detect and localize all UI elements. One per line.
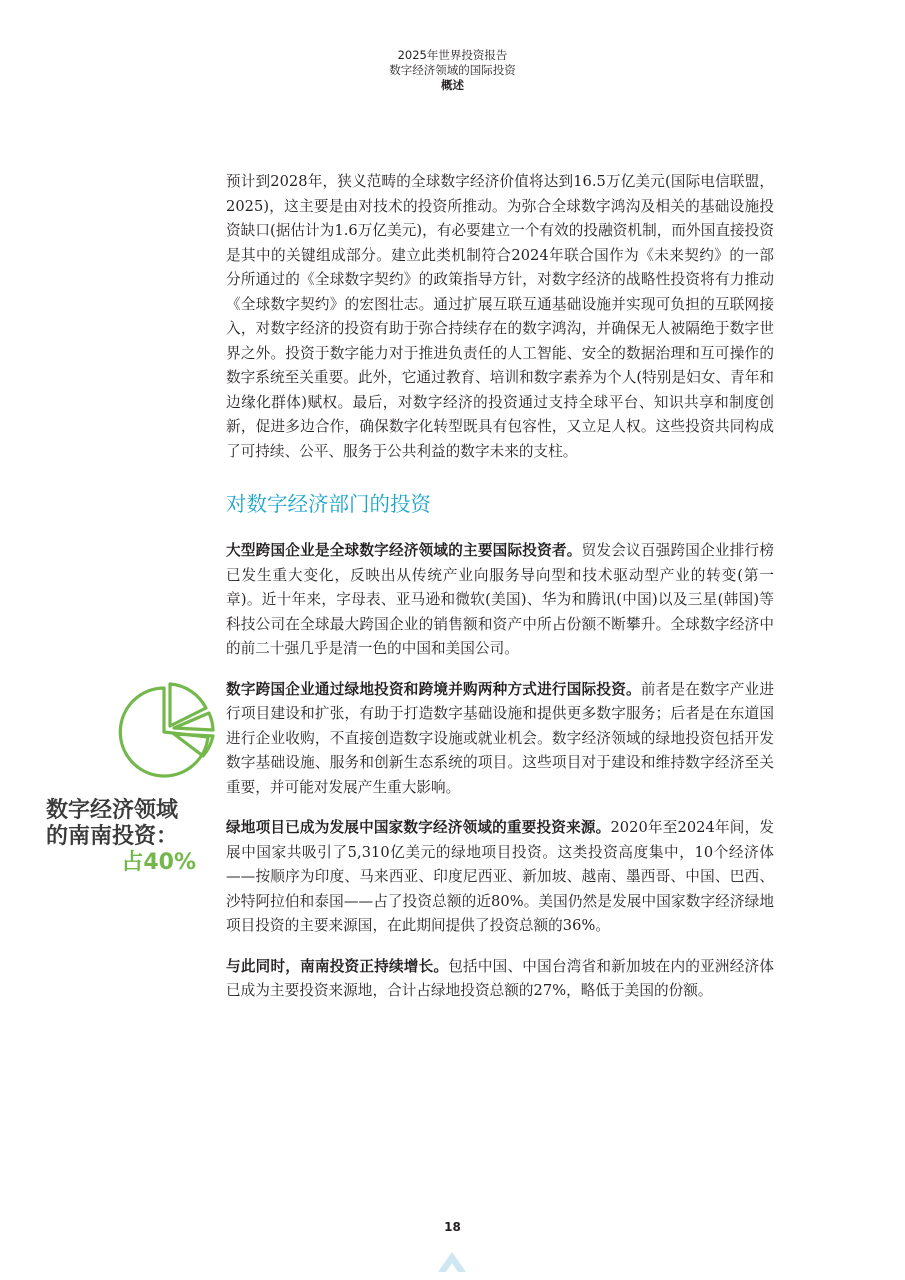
paragraph-2-text: 前者是在数字产业进行项目建设和扩张，有助于打造数字基础设施和提供更多数字服务；后者是在东道国进行企业收购，不直接创造数字设施或就业机会。数字经济领域的绿地投资包括开发数字基础设施、服务和创新生态系统的项目。这些项目对于建设和维持数字经济至关重要，并可能对发展产生重大影响。 bbox=[226, 680, 774, 796]
paragraph-1-text: 贸发会议百强跨国企业排行榜已发生重大变化，反映出从传统产业向服务导向型和技术驱动型产业的转变(第一章)。近十年来，字母表、亚马逊和微软(美国)、华为和腾讯(中国)以及三星(韩国)等科技公司在全球最大跨国企业的销售额和资产中所占份额不断攀升。全球数字经济中的前二十强几乎是清一色的中国和美国公司。 bbox=[226, 542, 775, 657]
pie-chart-icon bbox=[108, 676, 240, 788]
intro-paragraph: 预计到2028年，狭义范畴的全球数字经济价值将达到16.5万亿美元(国际电信联盟，2025)，这主要是由对技术的投资所推动。为弥合全球数字鸿沟及相关的基础设施投资缺口(据估计为1.6万亿美元)，有必要建立一个有效的投融资机制，而外国直接投资是其中的关键组成部分。建立此类机制符合2024年联合国作为《未来契约》的一部分所通过的《全球数字契约》的政策指导方针，对数字经济的战略性投资将有力推动《全球数字契约》的宏图壮志。通过扩展互联互通基础设施并实现可负担的互联网接入，对数字经济的投资有助于弥合持续存在的数字鸿沟，并确保无人被隔绝于数字世界之外。投资于数字能力对于推进负责任的人工智能、安全的数据治理和互可操作的数字系统至关重要。此外，它通过教育、培训和数字素养为个人(特别是妇女、青年和边缘化群体)赋权。最后，对数字经济的投资通过支持全球平台、知识共享和制度创新，促进多边合作，确保数字化转型既具有包容性，又立足人权。这些投资共同构成了可持续、公平、服务于公共利益的数字未来的支柱。 bbox=[226, 173, 774, 460]
paragraph-1-lead: 大型跨国企业是全球数字经济领域的主要国际投资者。 bbox=[226, 542, 582, 559]
main-content bbox=[226, 170, 774, 1004]
section-label: 概述 bbox=[441, 78, 464, 92]
page-header bbox=[0, 48, 905, 93]
callout-line-2: 的南南投资： bbox=[46, 824, 179, 849]
paragraph-2-lead: 数字跨国企业通过绿地投资和跨境并购两种方式进行国际投资。 bbox=[226, 680, 641, 698]
report-title: 2025年世界投资报告 bbox=[397, 48, 508, 62]
section-title: 对数字经济部门的投资 bbox=[226, 492, 431, 516]
paragraph-3-text: 2020年至2024年间，发展中国家共吸引了5,310亿美元的绿地项目投资。这类投资高度集中，10个经济体——按顺序为印度、马来西亚、印度尼西亚、新加坡、越南、墨西哥、中国、巴西、沙特阿拉伯和泰国——占了投资总额的近80%。美国仍然是发展中国家数字经济绿地项目投资的主要来源国，在此期间提供了投资总额的36%。 bbox=[226, 819, 774, 934]
paragraph-3 bbox=[226, 816, 774, 939]
paragraph-2 bbox=[226, 678, 774, 801]
page-number: 18 bbox=[444, 1220, 461, 1234]
paragraph-4-text: 包括中国、中国台湾省和新加坡在内的亚洲经济体已成为主要投资来源地，合计占绿地投资总额的27%，略低于美国的份额。 bbox=[226, 957, 774, 999]
report-subtitle: 数字经济领域的国际投资 bbox=[389, 63, 516, 77]
paragraph-4 bbox=[226, 955, 774, 1004]
callout-highlight: 占40% bbox=[121, 850, 196, 875]
paragraph-4-lead: 与此同时，南南投资正持续增长。 bbox=[226, 957, 449, 975]
callout-line-1: 数字经济领域 bbox=[46, 798, 179, 823]
callout-text bbox=[46, 798, 196, 876]
paragraph-1 bbox=[226, 539, 774, 662]
up-arrow-icon[interactable] bbox=[436, 1244, 468, 1274]
paragraph-3-lead: 绿地项目已成为发展中国家数字经济领域的重要投资来源。 bbox=[226, 819, 611, 836]
